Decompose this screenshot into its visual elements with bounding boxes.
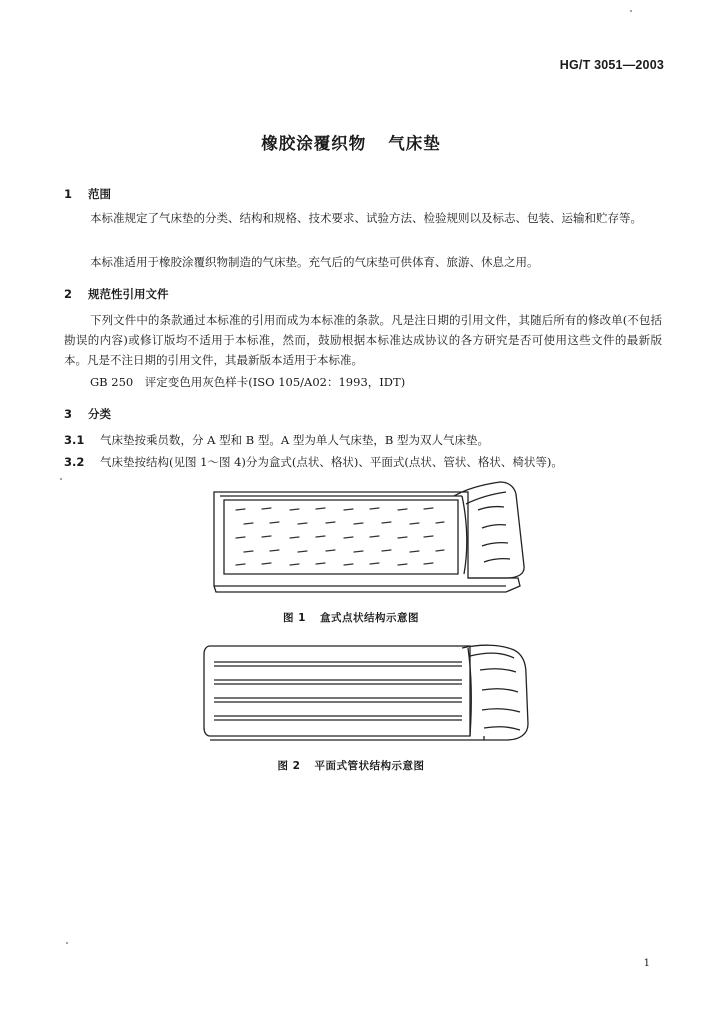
clause-number: 3.2 bbox=[64, 455, 85, 469]
page-title bbox=[0, 130, 702, 154]
figure-1-caption bbox=[0, 610, 702, 625]
section-title: 分类 bbox=[88, 407, 111, 421]
scan-speck bbox=[60, 478, 62, 480]
scan-speck bbox=[630, 10, 632, 12]
section-number: 3 bbox=[64, 407, 73, 421]
section-3-heading bbox=[64, 406, 111, 422]
section-2-reference: GB 250 评定变色用灰色样卡(ISO 105/A02：1993，IDT) bbox=[90, 375, 406, 389]
figure-title: 盒式点状结构示意图 bbox=[319, 612, 419, 624]
title-main: 橡胶涂覆织物 bbox=[261, 134, 367, 153]
section-2-heading bbox=[64, 286, 169, 302]
clause-3-1 bbox=[64, 432, 489, 448]
page-number: 1 bbox=[643, 958, 650, 969]
section-2-paragraph-1: 下列文件中的条款通过本标准的引用而成为本标准的条款。凡是注日期的引用文件，其随后所有的修改单(不包括勘误的内容)或修订版均不适用于本标准，然而，鼓励根据本标准达成协议的各方研究是否可使用这些文件的最新版本。凡是不注日期的引用文件，其最新版本适用于本标准。 bbox=[64, 313, 662, 367]
section-1-heading bbox=[64, 186, 111, 202]
figure-label: 图 1 bbox=[283, 612, 306, 624]
standard-code: HG/T 3051—2003 bbox=[559, 58, 664, 72]
clause-3-2 bbox=[64, 454, 563, 470]
section-1-paragraph-1: 本标准规定了气床垫的分类、结构和规格、技术要求、试验方法、检验规则以及标志、包装、运输和贮存等。 bbox=[90, 211, 642, 225]
figure-2-caption bbox=[0, 758, 702, 773]
section-1-paragraph-2: 本标准适用于橡胶涂覆织物制造的气床垫。充气后的气床垫可供体育、旅游、休息之用。 bbox=[90, 255, 539, 269]
figure-title: 平面式管状结构示意图 bbox=[314, 760, 425, 772]
figure-2-drawing bbox=[200, 640, 534, 750]
clause-number: 3.1 bbox=[64, 433, 85, 447]
figure-label: 图 2 bbox=[277, 760, 301, 772]
section-title: 范围 bbox=[88, 187, 111, 201]
title-sub: 气床垫 bbox=[388, 134, 441, 153]
section-title: 规范性引用文件 bbox=[88, 287, 169, 301]
section-number: 2 bbox=[64, 287, 73, 301]
scan-speck bbox=[66, 942, 68, 944]
figure-1-drawing bbox=[206, 474, 528, 602]
section-number: 1 bbox=[64, 187, 73, 201]
clause-text: 气床垫按乘员数，分 A 型和 B 型。A 型为单人气床垫，B 型为双人气床垫。 bbox=[100, 433, 489, 447]
clause-text: 气床垫按结构(见图 1～图 4)分为盒式(点状、格状)、平面式(点状、管状、格状、椅状等)。 bbox=[100, 455, 563, 469]
